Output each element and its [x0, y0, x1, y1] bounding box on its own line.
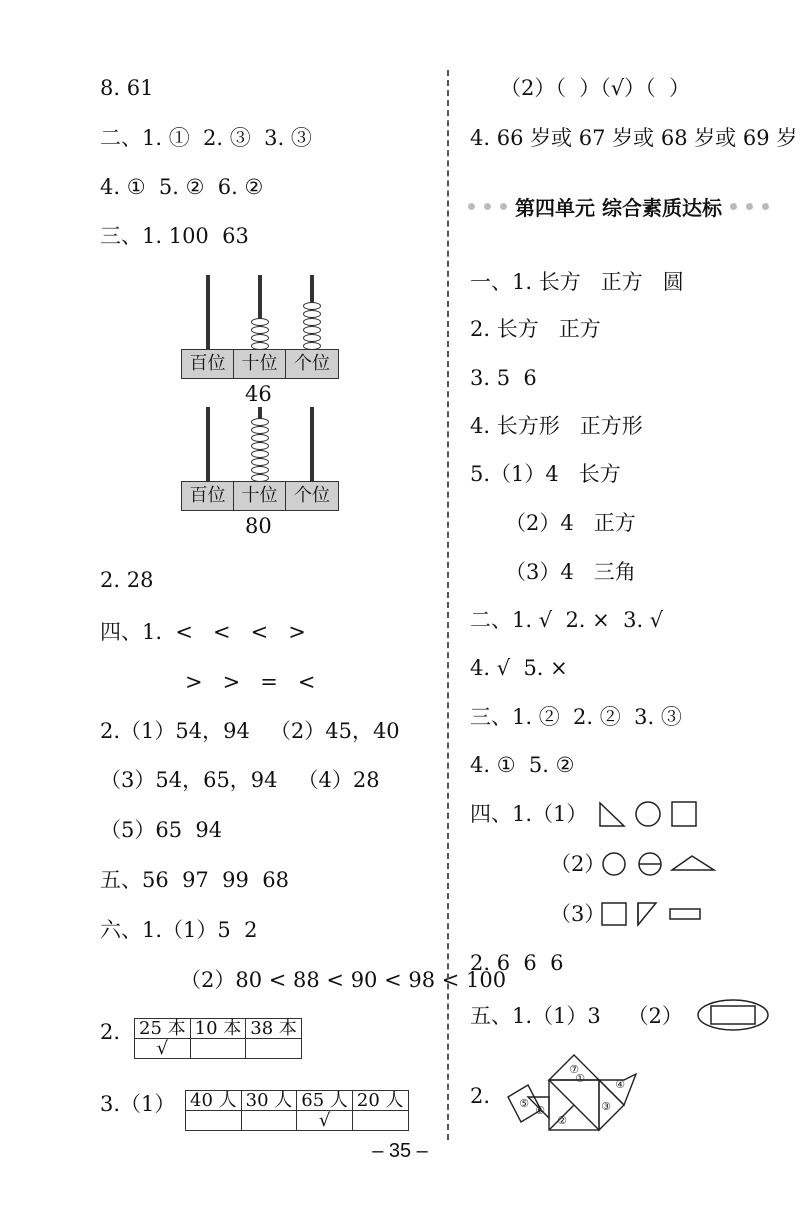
- square-shape: [672, 802, 696, 826]
- label-tens: 十位: [234, 350, 286, 378]
- label-tens: 十位: [234, 482, 286, 510]
- answer-line: 3. 5 6: [470, 366, 537, 390]
- answer-line: 2. 28: [100, 568, 154, 592]
- table-cell: 25 本: [135, 1019, 191, 1039]
- answer-line: 2.（1）54，94 （2）45，40: [100, 719, 400, 743]
- answer-line: 4. ① 5. ② 6. ②: [100, 175, 264, 199]
- place-value-board: [181, 349, 339, 379]
- label-hundreds: 百位: [182, 350, 234, 378]
- answer-line: 2. 6 6 6: [470, 951, 564, 975]
- answer-line: 8. 61: [100, 76, 154, 100]
- piece-label: ①: [575, 1072, 585, 1085]
- answer-line: （3）54，65，94 （4）28: [100, 768, 380, 792]
- choice-table: [185, 1090, 409, 1131]
- page-number: – 35 –: [372, 1140, 428, 1162]
- answer-line: 三、1. ② 2. ② 3. ③: [470, 705, 682, 729]
- answer-line: （3）: [550, 902, 606, 926]
- tangram-teapot: [500, 1052, 645, 1132]
- label-ones: 个位: [294, 485, 330, 506]
- piece-label: ⑥: [535, 1104, 545, 1117]
- table-cell: [241, 1111, 297, 1131]
- table-cell: 40 人: [186, 1091, 242, 1111]
- table-cell: 30 人: [241, 1091, 297, 1111]
- triangle-shape: [672, 856, 714, 870]
- question-number: 3.（1）: [100, 1092, 176, 1116]
- answer-line: 五、1.（1）3 （2）: [470, 1004, 683, 1028]
- rectangle-shape: [670, 909, 700, 919]
- table-cell: 10 本: [190, 1019, 246, 1039]
- shapes-row-1: [598, 800, 703, 830]
- table-cell: 20 人: [352, 1091, 408, 1111]
- question-number: 2.: [100, 1020, 121, 1044]
- answer-line: （2）80 < 88 < 90 < 98 < 100: [180, 968, 507, 992]
- answer-line: （2）: [550, 852, 606, 876]
- circle-shape: [636, 802, 660, 826]
- abacus-46: [181, 275, 339, 379]
- answer-line: （5）65 94: [100, 818, 223, 842]
- answer-line: > > = <: [185, 670, 316, 694]
- answer-line: （3）4 三角: [505, 560, 636, 584]
- check-cell: √: [297, 1111, 353, 1131]
- section-header: [468, 192, 800, 221]
- answer-line: 4. √ 5. ×: [470, 656, 568, 680]
- circle-shape: [603, 853, 625, 875]
- label-ones: 个位: [294, 353, 330, 374]
- answer-line: 二、1. ① 2. ③ 3. ③: [100, 126, 312, 150]
- check-cell: √: [135, 1039, 191, 1059]
- piece-label: ⑤: [519, 1097, 529, 1110]
- shapes-row-2: [602, 850, 722, 880]
- decorative-dots: [468, 203, 507, 210]
- answer-line: 四、1. < < < >: [100, 620, 306, 644]
- right-triangle-shape: [600, 803, 624, 826]
- table-cell: [186, 1111, 242, 1131]
- answer-line: 4. 长方形 正方形: [470, 414, 643, 438]
- answer-line: （2）4 正方: [505, 511, 636, 535]
- table-cell: [190, 1039, 246, 1059]
- shapes-row-3: [600, 900, 710, 930]
- abacus-value: 46: [245, 382, 272, 406]
- table-cell: [352, 1111, 408, 1131]
- answer-line: 5.（1）4 长方: [470, 462, 621, 486]
- answer-line: 六、1.（1）5 2: [100, 918, 258, 942]
- abacus-80: [181, 407, 339, 511]
- square-shape: [602, 903, 626, 925]
- choice-table: [134, 1018, 302, 1059]
- piece-label: ③: [601, 1100, 611, 1113]
- answer-line: 五、56 97 99 68: [100, 868, 289, 892]
- oval-with-rectangle: [696, 998, 771, 1032]
- answer-line: 4. ① 5. ②: [470, 753, 575, 777]
- piece-label: ④: [615, 1078, 625, 1091]
- place-value-board: [181, 481, 339, 511]
- table-cell: [246, 1039, 302, 1059]
- column-divider: [447, 70, 449, 1140]
- answer-line: 2. 长方 正方: [470, 317, 601, 341]
- answer-line: 四、1.（1）: [470, 802, 588, 826]
- answer-line: 二、1. √ 2. × 3. √: [470, 608, 664, 632]
- answer-line: 一、1. 长方 正方 圆: [470, 270, 684, 294]
- label-hundreds: 百位: [182, 482, 234, 510]
- answer-line: 三、1. 100 63: [100, 224, 249, 248]
- piece-label: ⑦: [569, 1063, 579, 1076]
- answer-line: 4. 66 岁或 67 岁或 68 岁或 69 岁: [470, 126, 798, 150]
- table-cell: 38 本: [246, 1019, 302, 1039]
- table-cell: 65 人: [297, 1091, 353, 1111]
- triangle-shape: [638, 903, 656, 925]
- abacus-value: 80: [245, 514, 272, 538]
- piece-label: ②: [557, 1114, 567, 1127]
- decorative-dots: [730, 203, 769, 210]
- answer-line: （2）（ ）（√）（ ）: [500, 76, 690, 100]
- section-title: 第四单元 综合素质达标: [515, 196, 722, 220]
- question-number: 2.: [470, 1084, 491, 1108]
